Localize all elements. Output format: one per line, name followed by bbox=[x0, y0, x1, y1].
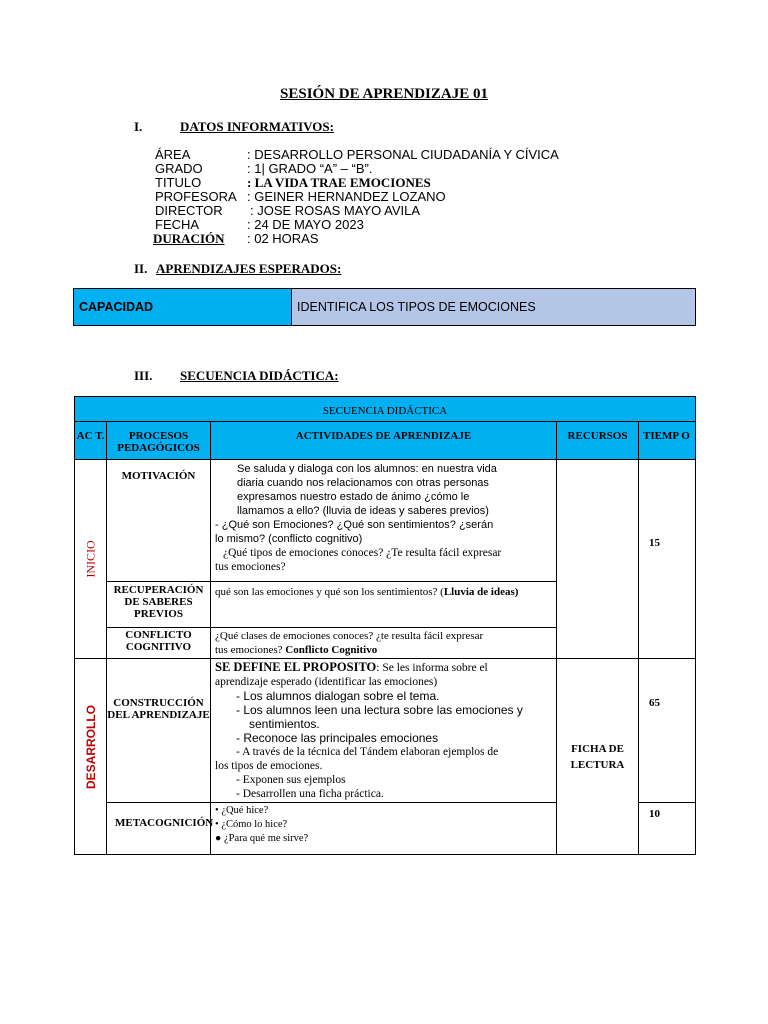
table-row bbox=[75, 659, 696, 803]
activity-line: Se saluda y dialoga con los alumnos: en nuestra vida bbox=[237, 463, 497, 475]
info-value: : 02 HORAS bbox=[247, 231, 319, 246]
activity-line: sentimientos. bbox=[249, 717, 320, 731]
bullet-icon: ● bbox=[215, 833, 224, 844]
question-item bbox=[215, 832, 552, 846]
info-label: FECHA bbox=[155, 217, 200, 232]
info-value: : DESARROLLO PERSONAL CIUDADANÍA Y CÍVICA bbox=[247, 147, 559, 162]
activity-line: tus emociones? bbox=[215, 644, 283, 656]
activity-recuperacion bbox=[211, 582, 557, 628]
capacidad-table bbox=[73, 288, 696, 326]
info-value: : LA VIDA TRAE EMOCIONES bbox=[247, 175, 431, 190]
question-item bbox=[215, 818, 552, 832]
section-2-title: APRENDIZAJES ESPERADOS: bbox=[156, 261, 342, 276]
activity-line: lo mismo? (conflicto cognitivo) bbox=[215, 533, 363, 545]
question-text: ¿Qué hice? bbox=[221, 805, 269, 816]
act-inicio-cell bbox=[75, 460, 107, 659]
question-text: ¿Cómo lo hice? bbox=[221, 819, 288, 830]
info-label: DURACIÓN bbox=[153, 231, 225, 246]
purpose-line-2: aprendizaje esperado (identificar las emociones) bbox=[215, 676, 438, 688]
activity-line: - A través de la técnica del Tándem elaboran ejemplos de bbox=[236, 746, 499, 758]
act-desarrollo-label: DESARROLLO bbox=[83, 704, 98, 789]
activity-line: ¿Qué clases de emociones conoces? ¿te resulta fácil expresar bbox=[215, 630, 484, 642]
activity-line: los tipos de emociones. bbox=[215, 760, 323, 772]
header-recursos: RECURSOS bbox=[557, 422, 639, 460]
page-title: SESIÓN DE APRENDIZAJE 01 bbox=[280, 86, 488, 102]
act-desarrollo-cell bbox=[75, 659, 107, 855]
act-inicio-label: INICIO bbox=[83, 540, 97, 578]
time-cierre: 10 bbox=[639, 803, 696, 855]
section-2-number: II. bbox=[134, 261, 148, 276]
section-1-number: I. bbox=[134, 119, 143, 134]
question-text: ¿Para qué me sirve? bbox=[223, 833, 309, 844]
section-3-title: SECUENCIA DIDÁCTICA: bbox=[180, 368, 339, 383]
purpose-bold: SE DEFINE EL PROPOSITO bbox=[215, 660, 377, 674]
activity-conflicto bbox=[211, 628, 557, 659]
info-value: : JOSE ROSAS MAYO AVILA bbox=[250, 203, 421, 218]
activity-bold: Lluvia de ideas) bbox=[443, 586, 519, 598]
info-value: : 24 DE MAYO 2023 bbox=[247, 217, 364, 232]
sequence-header-row bbox=[75, 422, 696, 460]
sequence-caption-row bbox=[75, 397, 696, 422]
proc-motivacion: MOTIVACIÓN bbox=[107, 460, 211, 582]
activity-line: - Los alumnos dialogan sobre el tema. bbox=[236, 689, 440, 703]
activity-line: llamamos a ello? (lluvia de ideas y saberes previos) bbox=[237, 505, 489, 517]
activity-bold: Conflicto Cognitivo bbox=[285, 644, 378, 656]
capacidad-label: CAPACIDAD bbox=[74, 289, 292, 326]
activity-motivacion bbox=[211, 460, 557, 582]
header-tiempo: TIEMP O bbox=[639, 422, 696, 460]
activity-line: expresamos nuestro estado de ánimo ¿cómo le bbox=[237, 491, 470, 503]
proc-recuperacion: RECUPERACIÓN DE SABERES PREVIOS bbox=[107, 582, 211, 628]
section-3-number: III. bbox=[134, 368, 153, 383]
activity-metacognicion bbox=[211, 803, 557, 855]
time-inicio: 15 bbox=[639, 460, 696, 659]
info-label: PROFESORA bbox=[155, 189, 237, 204]
proc-metacognicion: METACOGNICIÓN bbox=[107, 803, 211, 855]
activity-desarrollo bbox=[211, 659, 557, 803]
header-act: AC T. bbox=[75, 422, 107, 460]
activity-line: ¿Qué tipos de emociones conoces? ¿Te resulta fácil expresar bbox=[223, 547, 502, 559]
activity-line: - Reconoce las principales emociones bbox=[236, 731, 439, 745]
activity-line: tus emociones? bbox=[215, 561, 286, 573]
header-actividades: ACTIVIDADES DE APRENDIZAJE bbox=[211, 422, 557, 460]
activity-text: qué son las emociones y qué son los sentimientos? ( bbox=[215, 586, 444, 598]
bullet-icon: • bbox=[215, 805, 222, 816]
time-desarrollo: 65 bbox=[639, 659, 696, 803]
info-value: : GEINER HERNANDEZ LOZANO bbox=[247, 189, 446, 204]
capacidad-value: IDENTIFICA LOS TIPOS DE EMOCIONES bbox=[292, 289, 696, 326]
info-label: TITULO bbox=[155, 175, 202, 190]
info-value: : 1| GRADO “A” – “B”. bbox=[247, 161, 373, 176]
resources-desarrollo: FICHA DE LECTURA bbox=[557, 659, 639, 855]
resources-inicio bbox=[557, 460, 639, 659]
activity-line: - ¿Qué son Emociones? ¿Qué son sentimientos? ¿serán bbox=[215, 519, 494, 531]
info-label: DIRECTOR bbox=[155, 203, 223, 218]
info-label: ÁREA bbox=[155, 147, 191, 162]
header-procesos: PROCESOS PEDAGÓGICOS bbox=[107, 422, 211, 460]
activity-line: - Exponen sus ejemplos bbox=[236, 774, 346, 786]
activity-line: - Los alumnos leen una lectura sobre las emociones y bbox=[236, 703, 523, 717]
table-row bbox=[75, 460, 696, 582]
activity-line: diaria cuando nos relacionamos con otras personas bbox=[237, 477, 489, 489]
sequence-table bbox=[74, 396, 696, 855]
proc-construccion: CONSTRUCCIÓN DEL APRENDIZAJE bbox=[107, 659, 211, 803]
question-item bbox=[215, 804, 552, 818]
purpose-text: : Se les informa sobre el bbox=[376, 662, 488, 674]
activity-line: - Desarrollen una ficha práctica. bbox=[236, 788, 384, 800]
purpose-line bbox=[215, 660, 552, 675]
bullet-icon: • bbox=[215, 819, 222, 830]
sequence-caption: SECUENCIA DIDÁCTICA bbox=[75, 397, 696, 422]
proc-conflicto: CONFLICTO COGNITIVO bbox=[107, 628, 211, 659]
info-label: GRADO bbox=[155, 161, 203, 176]
section-1-title: DATOS INFORMATIVOS: bbox=[180, 119, 334, 134]
